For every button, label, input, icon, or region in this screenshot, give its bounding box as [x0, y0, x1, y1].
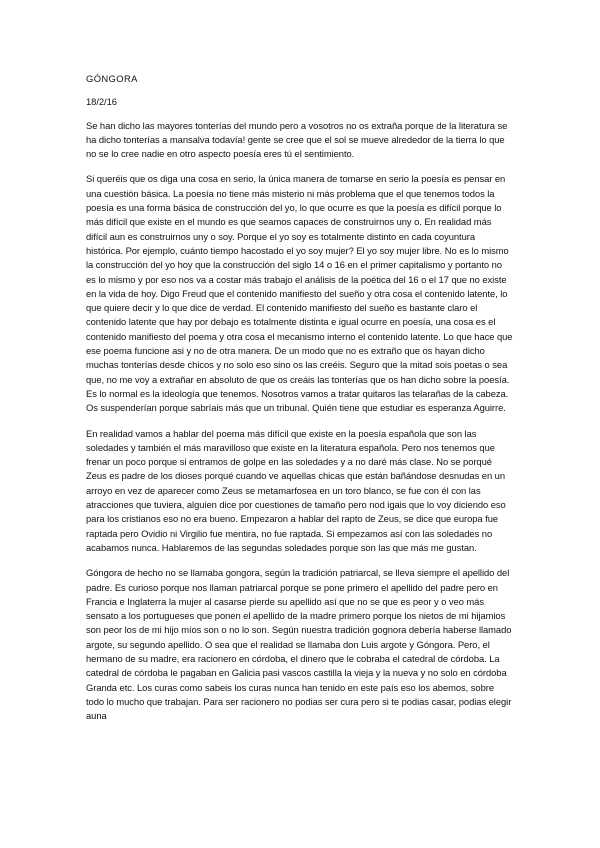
paragraph: Góngora de hecho no se llamaba gongora, según la tradición patriarcal, se lleva siempre el apellido del padre. Es curioso porque nos llaman patriarcal porque se pone primero el apellido del padre pero en Francia e Inglaterra la mujer al casarse pierde su apellido así que no se que es peor y o veo más sensato a los portugueses que ponen el apellido de la madre primero porque los nietos de mi hijamios son peor los de mi hijo míos son o no lo son. Según nuestra tradición gognora debería haberse llamado argote, su segundo apellido. O sea que el realidad se llamaba don Luis argote y Góngora. Pero, el hermano de su madre, era racionero en córdoba, el dinero que le cobraba el catedral de córdoba. La catedral de córdoba le pagaban en Galicia pasi vascos castilla la vieja y la nueva y no solo en córdoba Granda etc. Los curas como sabeis los curas nunca han tenido en este país eso los abemos, sobre todo lo mucho que trabajan. Para ser racionero no podias ser cura pero si te podias casar, podias elegir auna — [86, 567, 512, 722]
document-date: 18/2/16 — [86, 96, 117, 108]
paragraph: Si queréis que os diga una cosa en serio, la única manera de tomarse en serio la poesía es pensar en una cuestión básica. La poesía no tiene más misterio ni más problema que el que tenemos todos la poesía es una forma básica de construcción del yo, lo que ocurre es que la poesía es difícil porque lo más difícil que existe en el mundo es que seamos capaces de construirnos uny o. En realidad más difícil aun es construirnos uny o soy. Porque el yo soy es totalmente distinto en cada coyuntura histórica. Por ejemplo, cuánto tiempo hacostado el yo soy mujer? El yo soy mujer libre. No es lo mismo la construcción del yo hoy que la construcción del siglo 14 o 16 en el primer capitalismo y portanto no es lo mismo y por eso nos va a costar más trabajo el análisis de la poética del 16 o el 17 que no existe en la vida de hoy. Digo Freud que el contenido manifiesto del sueño y otra cosa el contenido latente, lo que quiere decir y lo que dice de verdad. El contenido manifiesto del sueño es bastante claro el contenido latente que hay por debajo es totalmente distinta e igual ocurre en poesía, una cosa es el contenido manifiesto del poema y otra cosa el mecanismo interno el contenido latente. Lo que hace que ese poema funcione asi y no de otra manera. De un modo que no es extraño que os hayan dicho muchas tonterías desde chicos y no solo eso sino os las creéis. Seguro que la mitad sois poetas o sea que, no me voy a extrañar en absoluto de que os creáis las tonterías que os han dicho sobre la poesía. Es lo normal es la ideología que tenemos. Nosotros vamos a tratar quitaros las telarañas de la cabeza. Os suspenderían porque sabríais más que un tribunal. Quién tiene que estudiar es esperanza Aguirre. — [86, 173, 513, 414]
paragraph: Se han dicho las mayores tonterías del mundo pero a vosotros no os extraña porque de la literatura se ha dicho tonterías a mansalva todavía! gente se cree que el sol se mueve alrededor de la tierra lo que no se lo cree nadie en otro aspecto poesía eres tú el sentimiento. — [86, 119, 508, 160]
paragraph: En realidad vamos a hablar del poema más difícil que existe en la poesía española que son las soledades y también el más maravilloso que existe en la literatura española. Pero nos tenemos que frenar un poco porque si entramos de golpe en las soledades y a no daré más clase. No se porqué Zeus es padre de los dioses porqué cuando ve aquellas chicas que están bañándose desnudas en un arroyo en vez de aparecer como Zeus se metamarfosea en un toro blanco, se fue con él con las atracciones que tuviera, alguien dice por cuestiones de tamaño pero nod igais que lo voy diciendo eso para los cristianos eso no era bueno. Empezaron a hablar del rapto de Zeus, se dice que europa fue raptada pero Ovidio ni Virgilio fue mentira, no fue raptada. Si empezamos así con las soledades no acabamos nunca. Hablaremos de las segundas soledades porque son las que más me gustan. — [86, 427, 506, 553]
document-title: GÓNGORA — [86, 73, 138, 84]
